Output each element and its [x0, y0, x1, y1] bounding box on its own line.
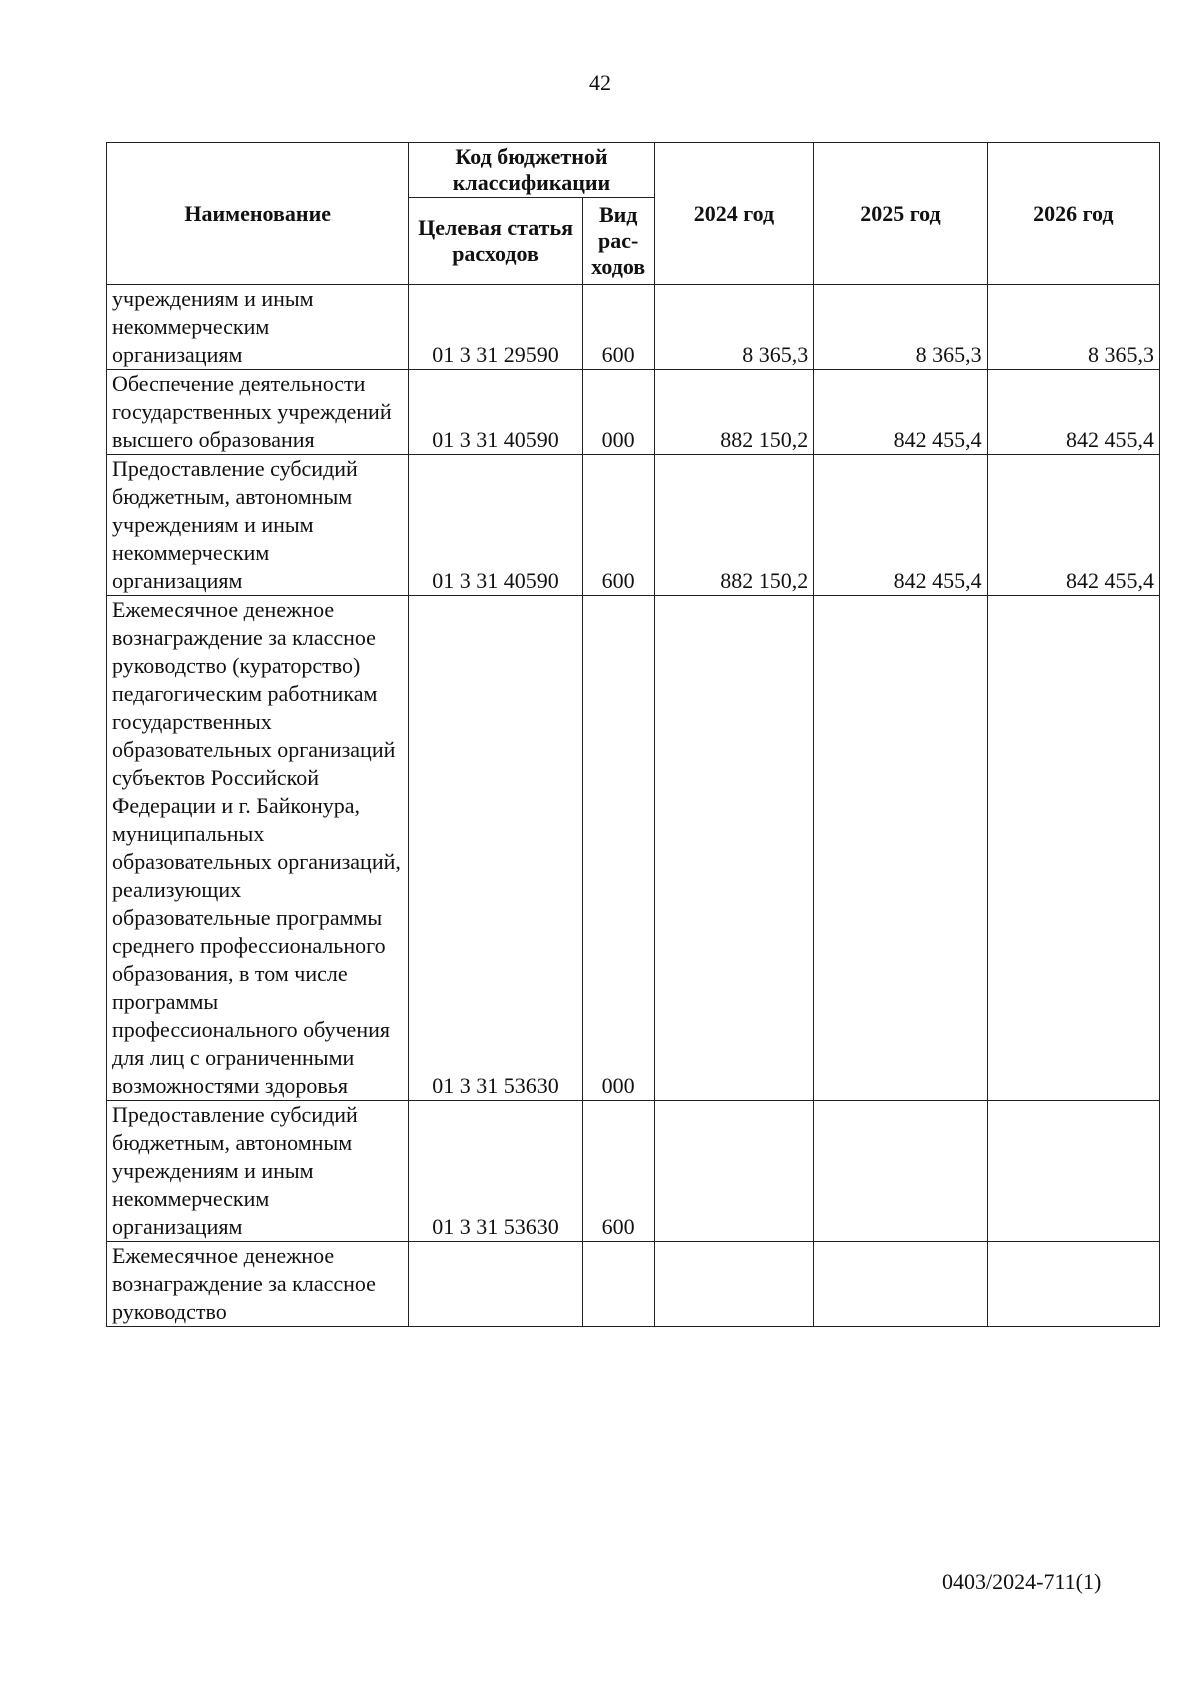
- row-value-2026: 842 455,4: [987, 370, 1159, 455]
- row-name: Предоставление субсидий бюджетным, автономным учреждениям и иным некоммерческим организациям: [107, 1101, 409, 1242]
- row-value-2026: [987, 596, 1159, 1101]
- table-row: [107, 1242, 1160, 1327]
- row-name: Предоставление субсидий бюджетным, автономным учреждениям и иным некоммерческим организациям: [107, 455, 409, 596]
- table-row: [107, 1101, 1160, 1242]
- row-value-2025: 842 455,4: [814, 455, 987, 596]
- row-value-2024: 8 365,3: [654, 285, 814, 370]
- row-target-code: 01 3 31 53630: [409, 596, 582, 1101]
- row-name: Ежемесячное денежное вознаграждение за классное руководство (кураторство) педагогическим работникам государственных образовательных организаций субъектов Российской Федерации и г. Байконура, муниципальных образовательных организаций, реализующих образовательные программы среднего профессионального образования, в том числе программы профессионального обучения для лиц с ограниченными возможностями здоровья: [107, 596, 409, 1101]
- row-value-2026: [987, 1101, 1159, 1242]
- row-target-code: 01 3 31 53630: [409, 1101, 582, 1242]
- table-row: [107, 370, 1160, 455]
- row-value-2025: [814, 1242, 987, 1327]
- row-expense-type: 600: [582, 285, 654, 370]
- table-row: [107, 455, 1160, 596]
- header-target-item: Целевая статья расходов: [409, 198, 582, 285]
- header-year-2026: 2026 год: [987, 143, 1159, 285]
- row-target-code: 01 3 31 40590: [409, 370, 582, 455]
- header-year-2024: 2024 год: [654, 143, 814, 285]
- row-value-2024: [654, 596, 814, 1101]
- row-value-2026: [987, 1242, 1159, 1327]
- row-value-2025: [814, 1101, 987, 1242]
- page-number: 42: [589, 70, 611, 95]
- row-value-2026: 8 365,3: [987, 285, 1159, 370]
- row-expense-type: 600: [582, 1101, 654, 1242]
- row-value-2024: 882 150,2: [654, 455, 814, 596]
- table-body: [107, 285, 1160, 1327]
- row-value-2025: [814, 596, 987, 1101]
- row-value-2025: 8 365,3: [814, 285, 987, 370]
- table-header: [107, 143, 1160, 285]
- row-name: учреждениям и иным некоммерческим организациям: [107, 285, 409, 370]
- document-id: 0403/2024-711(1): [942, 1569, 1102, 1594]
- table-row: [107, 285, 1160, 370]
- row-name: Обеспечение деятельности государственных учреждений высшего образования: [107, 370, 409, 455]
- row-target-code: 01 3 31 40590: [409, 455, 582, 596]
- row-target-code: 01 3 31 29590: [409, 285, 582, 370]
- row-value-2026: 842 455,4: [987, 455, 1159, 596]
- row-expense-type: [582, 1242, 654, 1327]
- row-target-code: [409, 1242, 582, 1327]
- row-name: Ежемесячное денежное вознаграждение за классное руководство: [107, 1242, 409, 1327]
- budget-table: [106, 142, 1160, 1327]
- row-expense-type: 000: [582, 596, 654, 1101]
- row-value-2024: [654, 1101, 814, 1242]
- row-value-2025: 842 455,4: [814, 370, 987, 455]
- header-name: Наименование: [107, 143, 409, 285]
- row-expense-type: 000: [582, 370, 654, 455]
- header-expense-type: Вид рас-ходов: [582, 198, 654, 285]
- table-row: [107, 596, 1160, 1101]
- row-value-2024: 882 150,2: [654, 370, 814, 455]
- header-year-2025: 2025 год: [814, 143, 987, 285]
- header-code-group: Код бюджетной классификации: [409, 143, 654, 198]
- row-expense-type: 600: [582, 455, 654, 596]
- row-value-2024: [654, 1242, 814, 1327]
